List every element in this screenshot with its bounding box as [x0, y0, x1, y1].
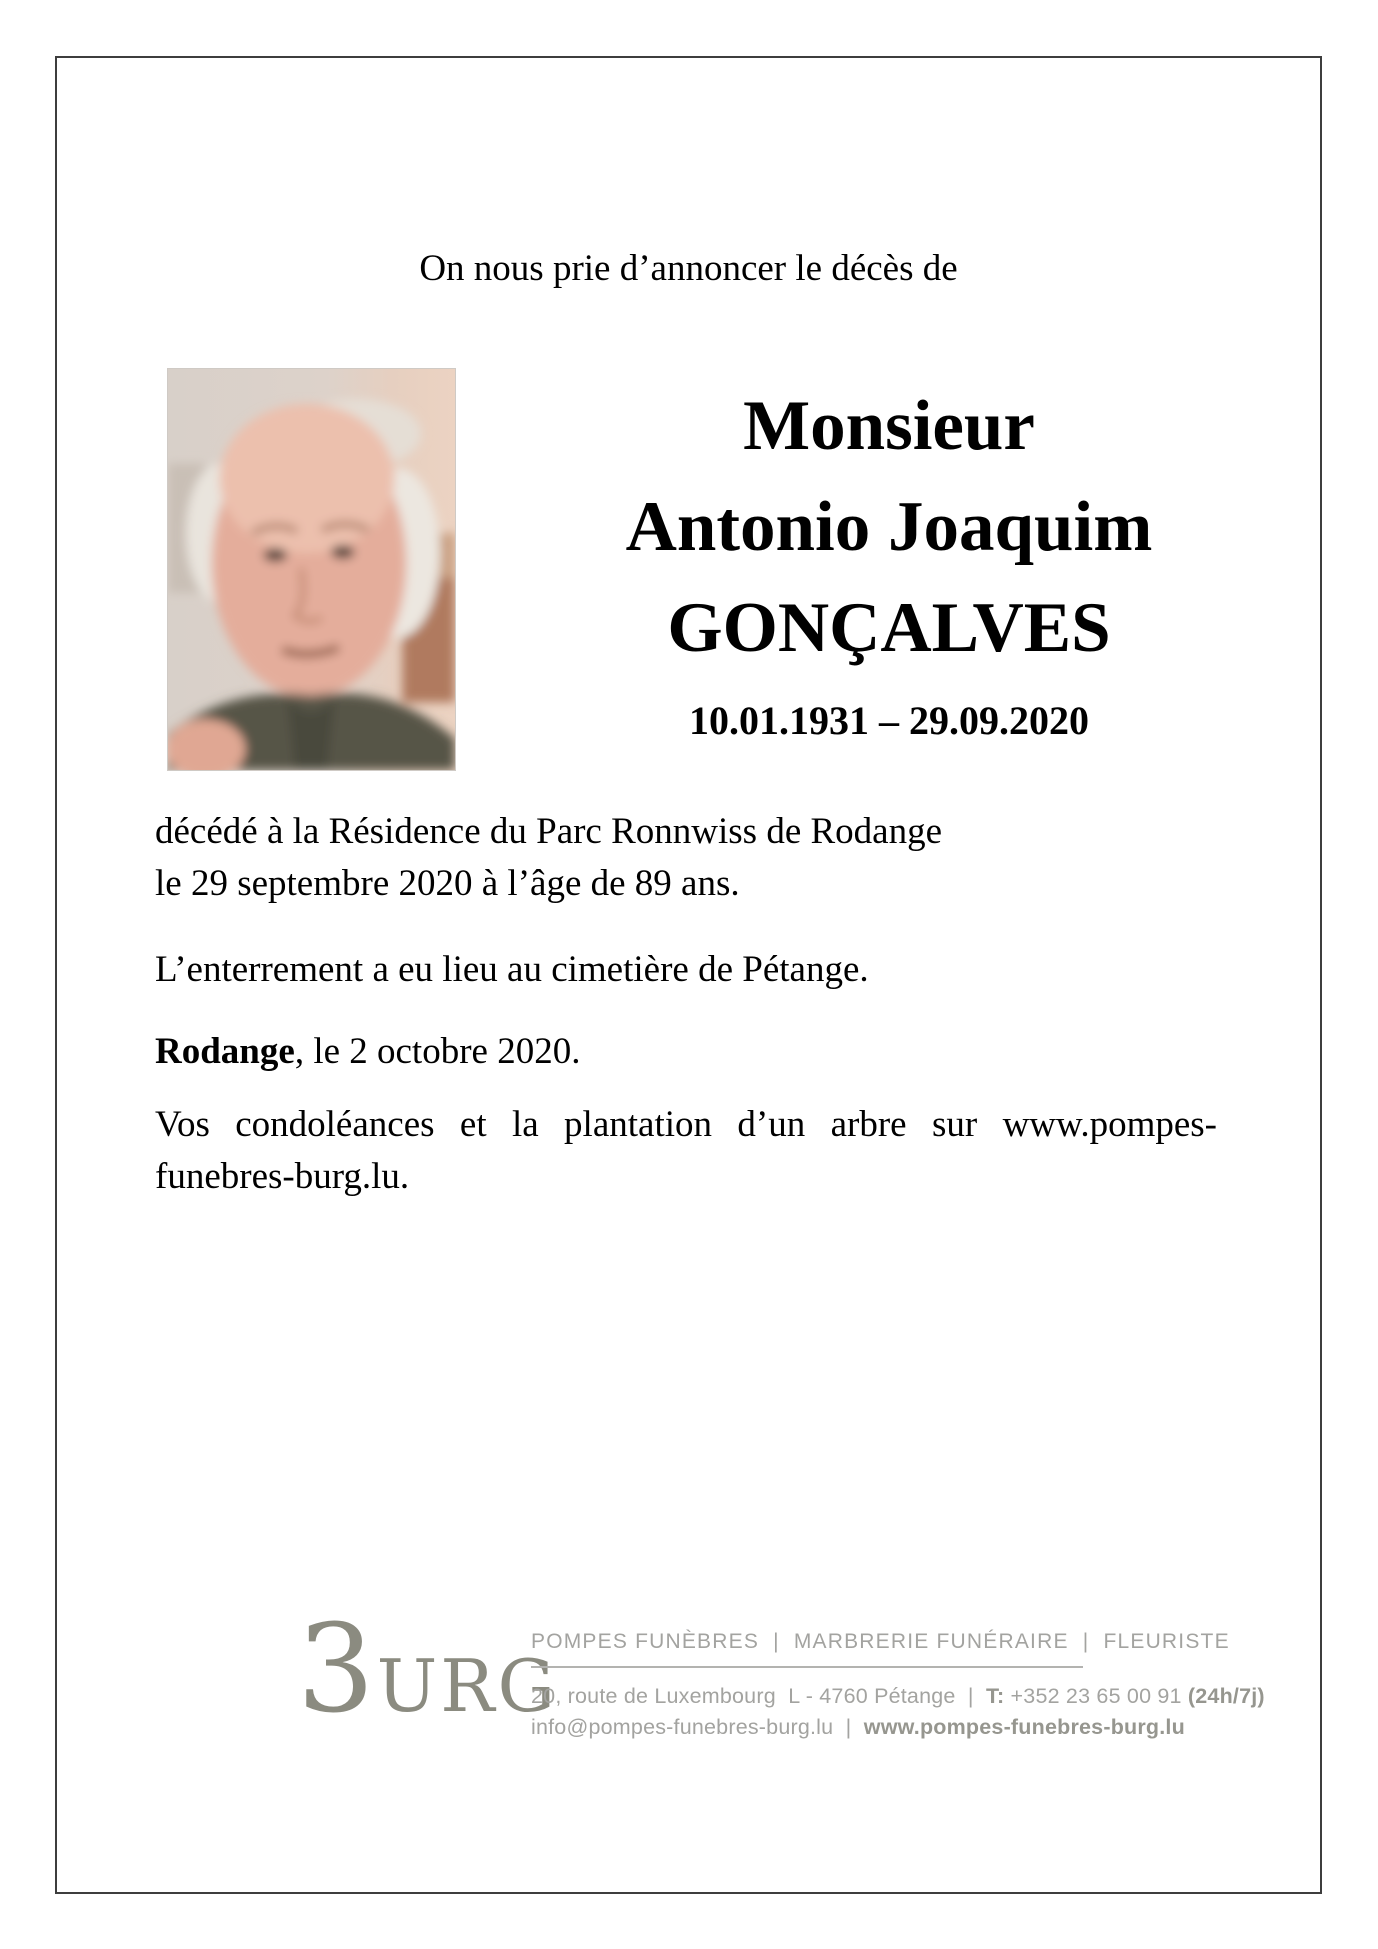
- website-url: www.pompes-funebres-burg.lu: [863, 1715, 1185, 1739]
- death-place-line2: le 29 septembre 2020 à l’âge de 89 ans.: [155, 863, 740, 904]
- portrait-photo: [167, 368, 456, 771]
- portrait-photo-illustration: [168, 369, 455, 770]
- deceased-last-name: GONÇALVES: [667, 589, 1111, 667]
- services-line: POMPES FUNÈBRES | MARBRERIE FUNÉRAIRE | FLEURISTE: [531, 1630, 1230, 1653]
- burg-logo: [297, 1598, 559, 1740]
- deceased-title: Monsieur: [743, 387, 1035, 465]
- paragraph-death-place: [155, 806, 1217, 910]
- announcement-city: Rodange: [155, 1031, 295, 1072]
- death-place-line1: décédé à la Résidence du Parc Ronnwiss de Rodange: [155, 811, 943, 852]
- phone-label: T:: [986, 1684, 1005, 1708]
- burg-logo-b-glyph: 3: [297, 1598, 375, 1740]
- footer-info-block: [531, 1630, 1265, 1743]
- burg-logo-urg: URG: [376, 1644, 559, 1728]
- deceased-first-names: Antonio Joaquim: [625, 488, 1153, 566]
- email-address: info@pompes-funebres-burg.lu: [531, 1715, 834, 1739]
- paragraph-date-place: [155, 1026, 1217, 1078]
- funeral-home-footer: [0, 1600, 1378, 1780]
- contact-separator: |: [833, 1715, 864, 1739]
- hours-badge: (24h/7j): [1187, 1684, 1265, 1708]
- street-address: 20, route de Luxembourg L - 4760 Pétange |: [531, 1684, 987, 1708]
- intro-text: On nous prie d’annoncer le décès de: [419, 248, 958, 289]
- footer-address-line: [531, 1681, 1265, 1712]
- deceased-name-block: [458, 376, 1320, 746]
- footer-divider: [531, 1666, 1083, 1668]
- footer-contact-line: [531, 1712, 1185, 1743]
- condolences-line1: Vos condoléances et la plantation d’un arbre sur www.pompes-: [155, 1104, 1217, 1145]
- paragraph-condolences: [155, 1099, 1217, 1203]
- birth-death-dates: 10.01.1931 – 29.09.2020: [689, 698, 1089, 743]
- announcement-date: , le 2 octobre 2020.: [294, 1031, 581, 1072]
- paragraph-burial: L’enterrement a eu lieu au cimetière de Pétange.: [155, 949, 869, 990]
- condolences-line2: funebres-burg.lu.: [155, 1156, 410, 1197]
- phone-number: +352 23 65 00 91: [1004, 1684, 1188, 1708]
